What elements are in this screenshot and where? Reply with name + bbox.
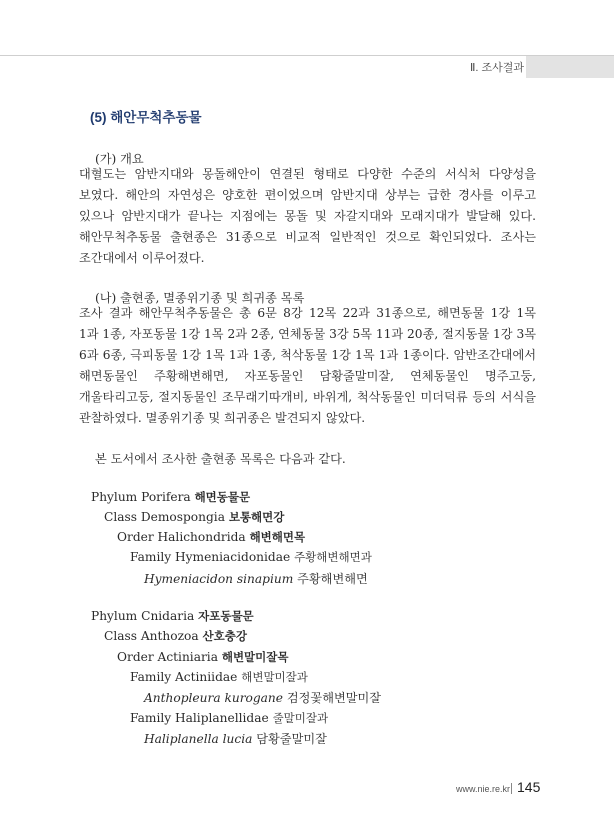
taxon-ko: 자포동물문: [198, 609, 254, 623]
taxon-ko: 주황해변해면과: [294, 550, 372, 564]
taxon-en: Family Actiniidae: [130, 670, 238, 684]
footer-url: www.nie.re.kr: [456, 784, 511, 794]
page-number: 145: [517, 779, 541, 795]
taxon-class: [104, 509, 284, 525]
taxon-ko: 해면동물문: [194, 490, 251, 504]
taxon-species: [144, 570, 368, 587]
paragraph-line: 조간대에서 이루어졌다.: [79, 251, 205, 265]
taxon-ko: 주황해변해면: [297, 572, 368, 586]
paragraph-line: 해면동물인 주황해변해면, 자포동물인 담황줄말미잘, 연체동물인 명주고둥,: [79, 369, 536, 383]
chapter-tab: [526, 56, 614, 78]
taxon-phylum: [91, 489, 250, 505]
taxon-ko: 해변해면목: [249, 530, 306, 544]
taxon-en: Order Halichondrida: [117, 530, 246, 544]
taxon-species: [144, 689, 381, 706]
paragraph-line: 해안무척추동물 출현종은 31종으로 비교적 일반적인 것으로 확인되었다. 조사는: [79, 230, 536, 244]
taxon-ko: 해변말미잘과: [241, 670, 308, 684]
taxon-class: [104, 628, 247, 644]
paragraph-line: 6과 6종, 극피동물 1강 1목 1과 1종, 척삭동물 1강 1목 1과 1종이다. 암반조간대에서: [79, 348, 536, 362]
taxon-ko: 검정꽃해변말미잘: [286, 691, 382, 705]
taxon-order: [117, 649, 289, 665]
section-title: (5) 해안무척추동물: [90, 110, 202, 125]
paragraph-line: 대혈도는 암반지대와 몽돌해안이 연결된 형태로 다양한 수준의 서식처 다양성을: [79, 167, 536, 181]
taxon-en: Class Anthozoa: [104, 629, 199, 643]
taxon-family: [130, 710, 328, 726]
taxon-species: [144, 730, 327, 747]
taxon-en: Class Demospongia: [104, 510, 225, 524]
taxon-family: [130, 549, 372, 565]
taxon-en: Order Actiniaria: [117, 650, 218, 664]
taxon-ko: 보통해면강: [228, 510, 285, 524]
header-rule: [0, 55, 614, 56]
taxon-family: [130, 669, 308, 685]
taxon-en: Haliplanella lucia: [144, 732, 253, 746]
subsection-b-paragraph: [79, 303, 536, 429]
paragraph-line: 조사 결과 해안무척추동물은 총 6문 8강 12목 22과 31종으로, 해면동물 1강 1목: [79, 306, 536, 320]
subsection-b-heading: (나) 출현종, 멸종위기종 및 희귀종 목록: [95, 291, 305, 305]
species-list-intro: 본 도서에서 조사한 출현종 목록은 다음과 같다.: [95, 452, 346, 466]
taxon-ko: 줄말미잘과: [272, 711, 329, 725]
taxon-en: Phylum Porifera: [91, 490, 191, 504]
taxon-en: Anthopleura kurogane: [144, 691, 283, 705]
taxon-en: Family Haliplanellidae: [130, 711, 269, 725]
paragraph-line: 있으나 암반지대가 끝나는 지점에는 몽돌 및 자갈지대와 모래지대가 발달해 있다.: [79, 209, 536, 223]
subsection-a-heading: (가) 개요: [95, 152, 144, 166]
taxon-ko: 담황줄말미잘: [256, 732, 327, 746]
taxon-en: Family Hymeniacidonidae: [130, 550, 291, 564]
subsection-a-paragraph: [79, 164, 536, 269]
taxon-en: Hymeniacidon sinapium: [144, 572, 294, 586]
taxon-phylum: [91, 608, 254, 624]
taxon-order: [117, 529, 305, 545]
paragraph-line: 보였다. 해안의 자연성은 양호한 편이었으며 암반지대 상부는 급한 경사를 이루고: [79, 188, 536, 202]
paragraph-line: 1과 1종, 자포동물 1강 1목 2과 2종, 연체동물 3강 5목 11과 20종, 절지동물 1강 3목: [79, 327, 536, 341]
taxon-ko: 산호충강: [202, 629, 247, 643]
paragraph-line: 개울타리고둥, 절지동물인 조무래기따개비, 바위게, 척삭동물인 미더덕류 등의 서식을: [79, 390, 536, 404]
taxon-ko: 해변말미잘목: [221, 650, 289, 664]
chapter-label: Ⅱ. 조사결과: [470, 62, 525, 74]
footer-divider: [511, 783, 512, 794]
paragraph-line: 관찰하였다. 멸종위기종 및 희귀종은 발견되지 않았다.: [79, 411, 366, 425]
taxon-en: Phylum Cnidaria: [91, 609, 195, 623]
